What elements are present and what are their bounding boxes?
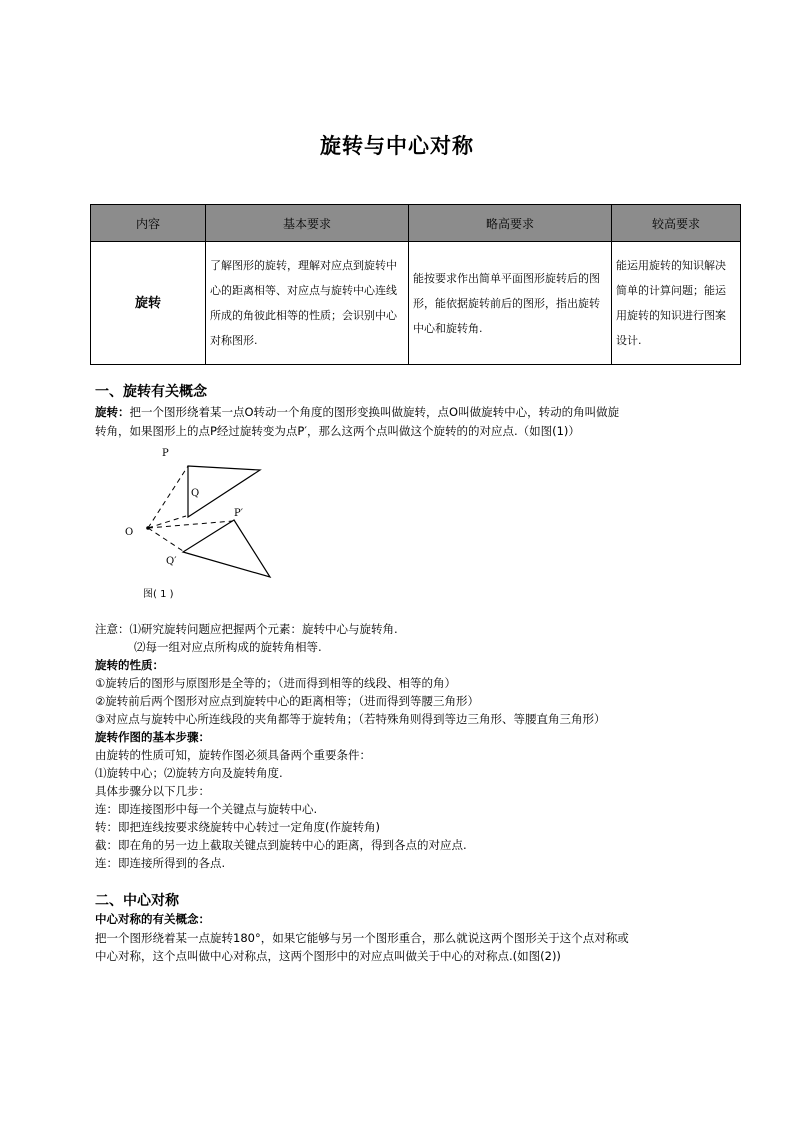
rotation-definition-line1 bbox=[95, 404, 619, 420]
def-text: 把一个图形绕着某一点O转动一个角度的图形变换叫做旋转，点O叫做旋转中心，转动的角叫做旋 bbox=[129, 405, 620, 419]
def-label: 旋转： bbox=[95, 405, 130, 419]
label-P: P bbox=[162, 448, 169, 459]
steps-conditions: ⑴旋转中心；⑵旋转方向及旋转角度. bbox=[95, 766, 283, 780]
page-title: 旋转与中心对称 bbox=[320, 134, 474, 158]
section2-heading: 二、中心对称 bbox=[95, 893, 179, 909]
steps-intro: 由旋转的性质可知，旋转作图必须具备两个重要条件： bbox=[95, 748, 371, 762]
note-line1: 注意：⑴研究旋转问题应把握两个元素：旋转中心与旋转角. bbox=[95, 622, 398, 636]
label-Q-prime: Q′ bbox=[166, 556, 177, 567]
cell-highest: 能运用旋转的知识解决简单的计算问题；能运用旋转的知识进行图案设计. bbox=[612, 242, 741, 365]
cell-higher: 能按要求作出简单平面图形旋转后的图形，能依据旋转前后的图形，指出旋转中心和旋转角. bbox=[409, 242, 612, 365]
label-O: O bbox=[125, 527, 134, 538]
label-Q: Q bbox=[191, 488, 200, 499]
header-basic: 基本要求 bbox=[206, 205, 409, 242]
step-4: 连：即连接所得到的各点. bbox=[95, 856, 226, 870]
property-2: ②旋转前后两个图形对应点到旋转中心的距离相等；（进而得到等腰三角形） bbox=[95, 694, 480, 708]
label-P-prime: P′ bbox=[234, 508, 243, 519]
step-2: 转：即把连线按要求绕旋转中心转过一定角度(作旋转角) bbox=[95, 820, 380, 834]
properties-heading: 旋转的性质： bbox=[95, 658, 164, 672]
dash-OP2 bbox=[148, 521, 233, 528]
steps-subheading: 具体步骤分以下几步： bbox=[95, 784, 210, 798]
step-3: 截：即在角的另一边上截取关键点到旋转中心的距离，得到各点的对应点. bbox=[95, 838, 467, 852]
table-row bbox=[91, 242, 741, 365]
requirements-table bbox=[90, 204, 741, 365]
triangle-rotated bbox=[183, 520, 270, 577]
rotation-figure bbox=[118, 440, 278, 600]
central-symmetry-line1: 把一个图形绕着某一点旋转180°，如果它能够与另一个图形重合，那么就说这两个图形关于这个点对称或 bbox=[95, 931, 629, 945]
dash-OQ2 bbox=[148, 528, 183, 551]
section1-heading: 一、旋转有关概念 bbox=[95, 384, 207, 400]
rotation-definition-line2: 转角，如果图形上的点P经过旋转变为点P′，那么这两个点叫做这个旋转的的对应点.（如图(1)） bbox=[95, 424, 580, 438]
dash-OP bbox=[148, 466, 188, 528]
cell-basic: 了解图形的旋转，理解对应点到旋转中心的距离相等、对应点与旋转中心连线所成的角彼此相等的性质；会识别中心对称图形. bbox=[206, 242, 409, 365]
central-symmetry-subheading: 中心对称的有关概念： bbox=[95, 912, 210, 926]
header-content: 内容 bbox=[91, 205, 206, 242]
cell-topic: 旋转 bbox=[91, 242, 206, 365]
step-1: 连：即连接图形中每一个关键点与旋转中心. bbox=[95, 802, 318, 816]
figure-caption: 图( 1 ) bbox=[143, 589, 174, 600]
note-line2: ⑵每一组对应点所构成的旋转角相等. bbox=[134, 640, 322, 654]
property-3: ③对应点与旋转中心所连线段的夹角都等于旋转角；（若特殊角则得到等边三角形、等腰直角三角形） bbox=[95, 712, 606, 726]
header-highest: 较高要求 bbox=[612, 205, 741, 242]
header-higher: 略高要求 bbox=[409, 205, 612, 242]
point-O bbox=[146, 526, 150, 530]
central-symmetry-line2: 中心对称，这个点叫做中心对称点，这两个图形中的对应点叫做关于中心的对称点.(如图(2)) bbox=[95, 949, 561, 963]
property-1: ①旋转后的图形与原图形是全等的；（进而得到相等的线段、相等的角） bbox=[95, 676, 457, 690]
table-header-row bbox=[91, 205, 741, 242]
steps-heading: 旋转作图的基本步骤： bbox=[95, 730, 210, 744]
